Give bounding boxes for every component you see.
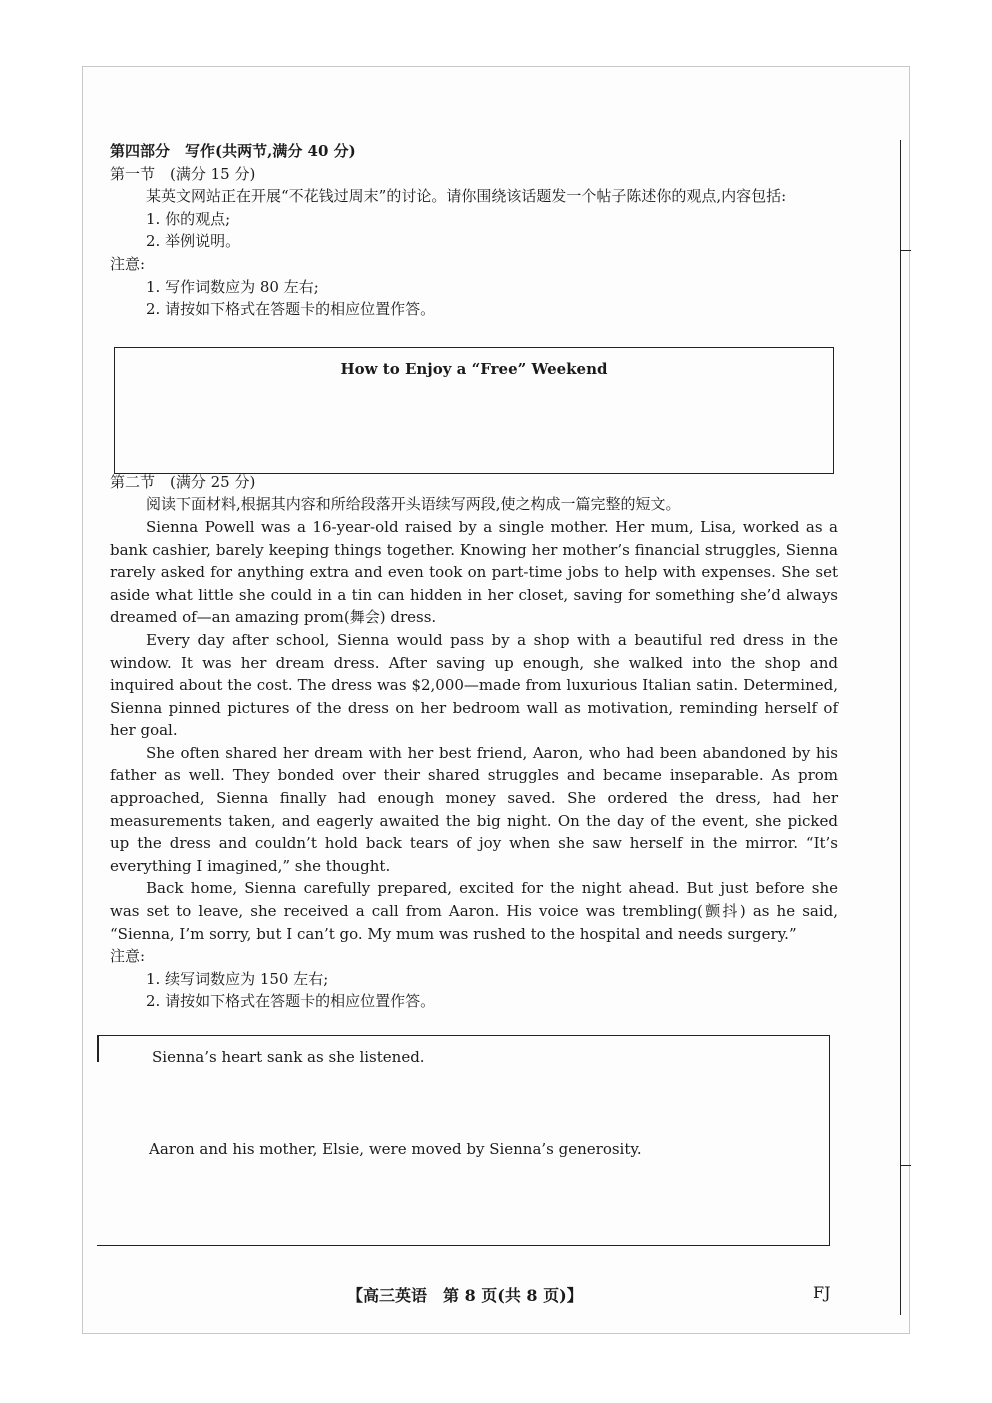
section2-heading: 第二节 (满分 25 分)	[110, 472, 256, 491]
margin-binding-line	[900, 140, 901, 1315]
story-paragraph: Back home, Sienna carefully prepared, excited for the night ahead. But just before she was set to leave, she received a call from Aaron. His voice was trembling(颤抖) as he said, “Sienna, I’m sorry, but I can’t go. My mum was rushed to the hospital and needs surgery.”	[110, 879, 838, 943]
section2-instruction: 阅读下面材料,根据其内容和所给段落开头语续写两段,使之构成一篇完整的短文。	[146, 495, 681, 514]
section2-note: 1. 续写词数应为 150 左右;	[146, 969, 329, 988]
section1-note: 2. 请按如下格式在答题卡的相应位置作答。	[146, 300, 436, 319]
margin-tick	[901, 1165, 911, 1166]
answer-box-2	[97, 1035, 830, 1246]
margin-tick	[901, 250, 911, 251]
section2-note-label: 注意:	[110, 947, 146, 966]
answer-box-title: How to Enjoy a “Free” Weekend	[340, 360, 608, 378]
story-paragraph: Every day after school, Sienna would pass by a shop with a beautiful red dress in the window. It was her dream dress. After saving up enough, she walked into the shop and inquired about the cost. The dress was $2,000—made from luxurious Italian satin. Determined, Sienna pinned pictures of the dress on her bedroom wall as motivation, reminding herself of her goal.	[110, 630, 838, 740]
section1-item: 2. 举例说明。	[146, 232, 241, 251]
section1-note-label: 注意:	[110, 254, 146, 273]
section1-heading: 第一节 (满分 15 分)	[110, 164, 256, 183]
footer-code: FJ	[813, 1283, 831, 1302]
story-paragraph: Sienna Powell was a 16-year-old raised by a single mother. Her mum, Lisa, worked as a bank cashier, barely keeping things together. Knowing her mother’s financial struggles, Sienna rarely asked for anything extra and even took on part-time jobs to help with expenses. She set aside what little she could in a tin can hidden in her closet, saving for something she’d always dreamed of—an amazing prom(舞会) dress.	[110, 517, 838, 627]
part-heading: 第四部分 写作(共两节,满分 40 分)	[110, 142, 356, 160]
section1-prompt: 某英文网站正在开展“不花钱过周末”的讨论。请你围绕该话题发一个帖子陈述你的观点,内容包括:	[146, 187, 787, 206]
answer-box-1	[114, 347, 834, 474]
box-left-stub	[97, 1036, 99, 1062]
continuation-opening-1: Sienna’s heart sank as she listened.	[152, 1048, 425, 1066]
exam-content	[110, 140, 838, 1013]
section1-note: 1. 写作词数应为 80 左右;	[146, 277, 319, 296]
continuation-opening-2: Aaron and his mother, Elsie, were moved by Sienna’s generosity.	[149, 1140, 642, 1158]
story-paragraph: She often shared her dream with her best friend, Aaron, who had been abandoned by his father as well. They bonded over their shared struggles and became inseparable. As prom approached, Sienna finally had enough money saved. She ordered the dress, had her measurements taken, and eagerly awaited the big night. On the day of the event, she picked up the dress and couldn’t hold back tears of joy when she saw herself in the mirror. “It’s everything I imagined,” she thought.	[110, 743, 838, 875]
section1-item: 1. 你的观点;	[146, 209, 231, 228]
section2-note: 2. 请按如下格式在答题卡的相应位置作答。	[146, 992, 436, 1011]
page-footer: 【高三英语 第 8 页(共 8 页)】	[347, 1286, 583, 1305]
